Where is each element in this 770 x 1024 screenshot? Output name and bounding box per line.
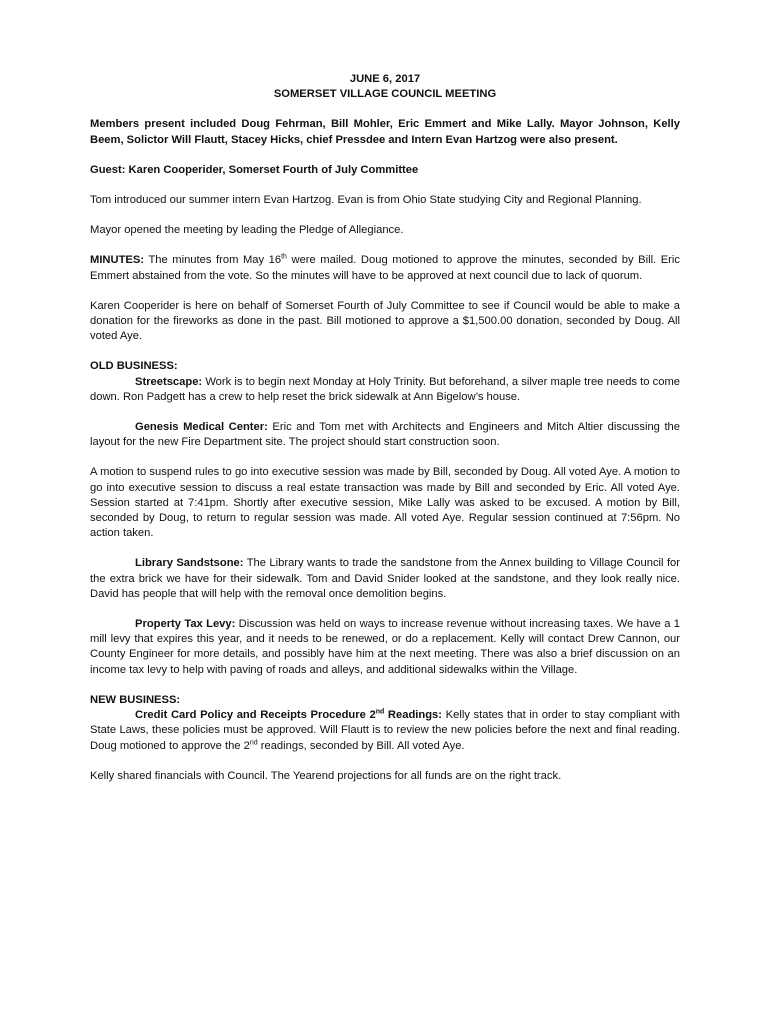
credit-card-label-b: Readings:	[384, 709, 443, 722]
genesis-label: Genesis Medical Center:	[135, 421, 268, 434]
meeting-title: SOMERSET VILLAGE COUNCIL MEETING	[273, 88, 497, 101]
streetscape-paragraph	[90, 375, 680, 405]
executive-session-paragraph: A motion to suspend rules to go into executive session was made by Bill, seconded by Doug. All voted Aye. A motion to go into executive session to discuss a real estate transaction was made by Bill and seconded by Eric. All voted Aye. Session started at 7:41pm. Shortly after executive session, Mike Lally was asked to be excused. A motion by Bill, seconded by Doug, to return to regular session was made. All voted Aye. Regular session continued at 7:56pm. No action taken.	[90, 466, 680, 540]
meeting-date: JUNE 6, 2017	[349, 73, 421, 85]
minutes-text-a: The minutes from May 16	[144, 254, 282, 267]
credit-card-paragraph	[90, 708, 680, 754]
guest-line: Guest: Karen Cooperider, Somerset Fourth of July Committee	[90, 163, 419, 176]
tax-levy-text: Discussion was held on ways to increase revenue without increasing taxes. We have a 1 mill levy that expires this year, and it needs to be renewed, or do a replacement. Kelly will contact Drew Cannon, our County Engineer for more details, and possibly have him at the next meeting. There was also a brief discussion on an income tax levy to help with paving of roads and alleys, and additional sidewalks within the Village.	[90, 618, 680, 676]
financials-paragraph: Kelly shared financials with Council. The Yearend projections for all funds are on the right track.	[90, 769, 562, 782]
fireworks-paragraph: Karen Cooperider is here on behalf of Somerset Fourth of July Committee to see if Council would be able to make a donation for the fireworks as done in the past. Bill motioned to approve a $1,500.00 donation, seconded by Doug. All voted Aye.	[90, 299, 680, 343]
library-paragraph	[90, 556, 680, 602]
minutes-text-b: were mailed. Doug motioned to approve the minutes, seconded by Bill. Eric Emmert abstained from the vote. So the minutes will have to be approved at next council due to lack of quorum.	[90, 254, 680, 282]
old-business-heading: OLD BUSINESS:	[90, 360, 178, 373]
streetscape-text: Work is to begin next Monday at Holy Trinity. But beforehand, a silver maple tree needs to come down. Ron Padgett has a crew to help reset the brick sidewalk at Ann Bigelow’s house.	[90, 375, 680, 403]
credit-card-text-a: Kelly states that in order to stay compliant with State Laws, these policies must be approved. Will Flautt is to review the new policies before the next and final reading. Doug motioned to approve the 2	[90, 709, 681, 752]
genesis-paragraph	[90, 420, 680, 450]
intern-paragraph: Tom introduced our summer intern Evan Hartzog. Evan is from Ohio State studying City and Regional Planning.	[90, 194, 642, 207]
minutes-label: MINUTES:	[90, 254, 145, 267]
tax-levy-label: Property Tax Levy:	[135, 618, 236, 631]
minutes-sup: th	[281, 253, 287, 261]
minutes-document	[90, 72, 680, 784]
pledge-paragraph: Mayor opened the meeting by leading the Pledge of Allegiance.	[90, 224, 404, 237]
streetscape-label: Streetscape:	[135, 375, 203, 388]
credit-card-text-b: readings, seconded by Bill. All voted Aye.	[257, 739, 465, 752]
new-business-heading: NEW BUSINESS:	[90, 693, 181, 706]
members-present: Members present included Doug Fehrman, Bill Mohler, Eric Emmert and Mike Lally. Mayor Johnson, Kelly Beem, Solictor Will Flautt, Stacey Hicks, chief Pressdee and Intern Evan Hartzog were also present.	[90, 118, 680, 146]
credit-card-label	[135, 709, 442, 721]
credit-card-label-sup: nd	[375, 708, 385, 716]
credit-card-text-sup: nd	[249, 738, 258, 746]
credit-card-label-a: Credit Card Policy and Receipts Procedure 2	[135, 709, 376, 722]
tax-levy-paragraph	[90, 617, 680, 678]
library-label: Library Sandstsone:	[135, 557, 244, 570]
library-text: The Library wants to trade the sandstone from the Annex building to Village Council for the extra brick we have for their sidewalk. Tom and David Snider looked at the sandstone, and they look really nice. David has people that will help with the removal once demolition begins.	[90, 557, 681, 600]
genesis-text: Eric and Tom met with Architects and Engineers and Mitch Altier discussing the layout for the new Fire Department site. The project should start construction soon.	[90, 421, 681, 449]
minutes-paragraph	[90, 253, 680, 283]
